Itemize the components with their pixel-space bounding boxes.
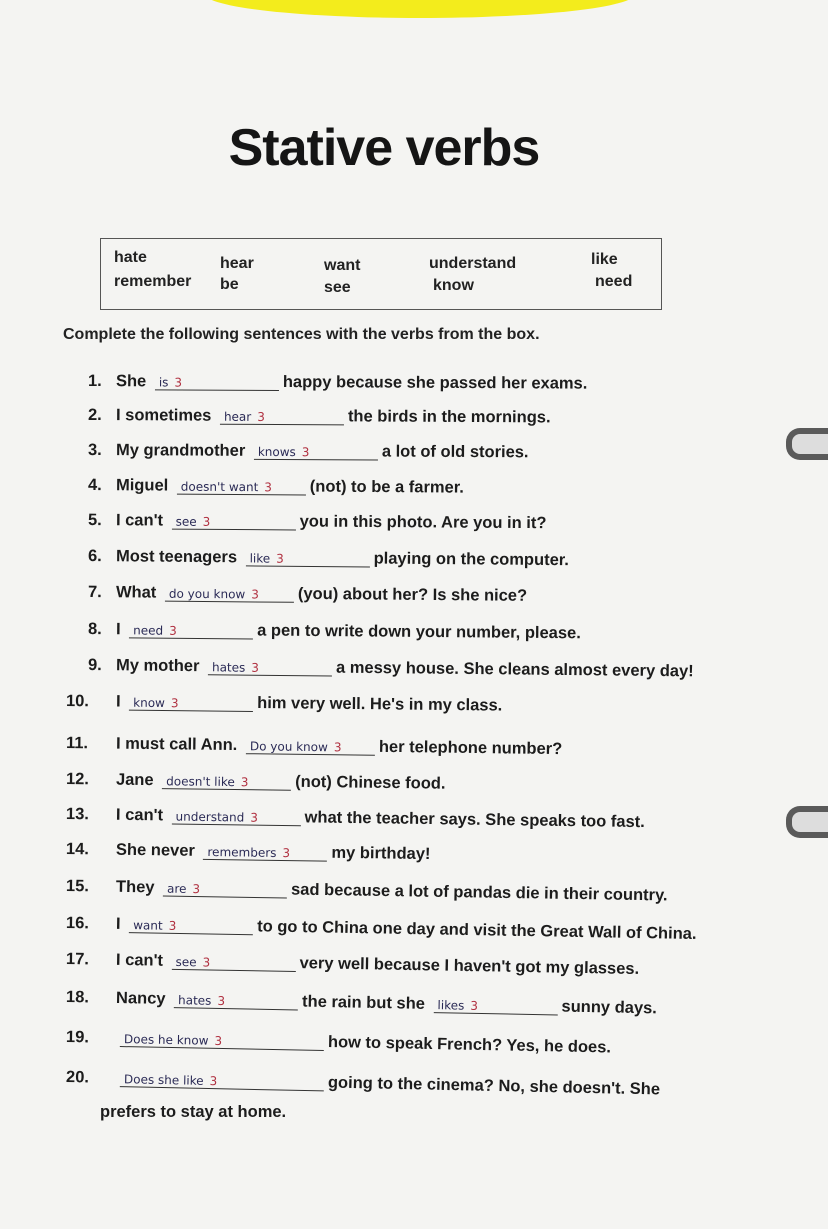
yellow-highlight xyxy=(205,0,635,18)
item-number: 2. xyxy=(87,406,102,425)
handwritten-answer: need xyxy=(133,623,164,638)
handwritten-answer: understand xyxy=(175,809,245,825)
handwritten-answer: do you know xyxy=(168,586,246,602)
answer-blank[interactable] xyxy=(163,882,287,899)
answer-blank[interactable] xyxy=(246,551,370,567)
word: understand xyxy=(429,255,517,272)
item-number: 16. xyxy=(65,914,90,933)
sentence-text: happy because she passed her exams. xyxy=(282,373,588,393)
answer-blank[interactable] xyxy=(254,445,378,461)
exercise-item xyxy=(66,988,657,1018)
sentence-text: him very well. He's in my class. xyxy=(257,694,503,715)
handwritten-answer: Does she like xyxy=(123,1072,204,1088)
sentence-text: a pen to write down your number, please. xyxy=(257,621,581,643)
sentence-text: My grandmother xyxy=(115,441,246,460)
word: hate xyxy=(114,249,147,266)
answer-blank[interactable] xyxy=(129,623,253,639)
exercise-item xyxy=(88,583,527,606)
handwritten-answer: hates xyxy=(177,993,212,1008)
teacher-mark-icon: 3 xyxy=(282,846,291,861)
sentence-text: very well because I haven't got my glasses. xyxy=(299,954,640,979)
word: like xyxy=(591,251,618,268)
teacher-mark-icon: 3 xyxy=(169,623,177,638)
item-number: 11. xyxy=(65,734,89,753)
handwritten-answer: likes xyxy=(437,998,465,1013)
instruction: Complete the following sentences with the verbs from the box. xyxy=(63,326,540,343)
teacher-mark-icon: 3 xyxy=(257,409,265,424)
teacher-mark-icon: 3 xyxy=(202,514,211,529)
handwritten-answer: Do you know xyxy=(249,739,328,755)
handwritten-answer: is xyxy=(158,375,169,390)
sentence-text: going to the cinema? No, she doesn't. She xyxy=(327,1073,661,1099)
answer-blank[interactable] xyxy=(129,696,253,712)
exercise-item xyxy=(66,1068,660,1099)
teacher-mark-icon: 3 xyxy=(168,918,177,933)
teacher-mark-icon: 3 xyxy=(174,375,183,390)
exercise-item xyxy=(66,734,562,759)
answer-blank[interactable] xyxy=(246,739,375,756)
handwritten-answer: remembers xyxy=(207,844,277,860)
binder-ring xyxy=(786,428,828,460)
exercise-item xyxy=(88,547,569,570)
item-number: 9. xyxy=(87,656,102,675)
sentence-text: Most teenagers xyxy=(115,547,238,567)
binder-ring xyxy=(786,806,828,838)
sentence-text: Jane xyxy=(115,770,154,790)
answer-blank[interactable] xyxy=(433,998,557,1015)
exercise-item xyxy=(88,656,694,681)
sentence-text: a messy house. She cleans almost every day! xyxy=(335,658,694,681)
answer-blank[interactable] xyxy=(174,993,298,1010)
handwritten-answer: like xyxy=(249,551,271,566)
word-box xyxy=(100,238,662,310)
answer-blank[interactable] xyxy=(171,809,300,826)
word: hear xyxy=(220,255,254,272)
item-number: 1. xyxy=(87,372,102,391)
handwritten-answer: hates xyxy=(211,660,246,675)
item-number: 10. xyxy=(65,692,90,711)
sentence-text: I can't xyxy=(115,511,164,530)
item-number: 15. xyxy=(65,877,90,896)
answer-blank[interactable] xyxy=(120,1072,324,1091)
sentence-text: my birthday! xyxy=(331,843,431,864)
exercise-item xyxy=(88,511,547,533)
sentence-text: how to speak French? Yes, he does. xyxy=(327,1033,612,1057)
handwritten-answer: are xyxy=(166,881,187,896)
exercise-item xyxy=(66,840,431,864)
sentence-text: I xyxy=(115,692,121,711)
word: remember xyxy=(114,273,192,290)
item-number: 19. xyxy=(65,1028,90,1047)
sentence-text: My mother xyxy=(115,656,200,676)
page-title: Stative verbs xyxy=(228,119,540,177)
item-number: 5. xyxy=(87,511,102,530)
answer-blank[interactable] xyxy=(120,1032,324,1051)
continuation-text: prefers to stay at home. xyxy=(100,1103,287,1121)
item-number: 14. xyxy=(65,840,90,859)
answer-blank[interactable] xyxy=(129,918,253,935)
exercise-item xyxy=(66,950,639,979)
sentence-text: her telephone number? xyxy=(378,737,563,759)
teacher-mark-icon: 3 xyxy=(333,740,342,755)
exercise-item xyxy=(66,805,645,832)
teacher-mark-icon: 3 xyxy=(170,696,179,711)
teacher-mark-icon: 3 xyxy=(264,480,273,495)
sentence-text: sad because a lot of pandas die in their country. xyxy=(290,880,668,905)
item-number: 17. xyxy=(65,950,90,969)
sentence-text: She xyxy=(115,372,147,391)
handwritten-answer: see xyxy=(175,954,197,970)
item-number: 18. xyxy=(65,988,90,1007)
answer-blank[interactable] xyxy=(172,515,296,531)
word: need xyxy=(595,273,633,290)
sentence-text: to go to China one day and visit the Great Wall of China. xyxy=(257,917,697,944)
exercise-item xyxy=(88,441,529,462)
sentence-text: sunny days. xyxy=(561,997,658,1018)
item-number: 4. xyxy=(87,476,102,495)
teacher-mark-icon: 3 xyxy=(192,881,201,897)
sentence-text: What xyxy=(115,583,157,602)
teacher-mark-icon: 3 xyxy=(251,660,260,675)
answer-blank[interactable] xyxy=(162,774,291,791)
handwritten-answer: doesn't want xyxy=(180,479,259,495)
sentence-text: I xyxy=(115,914,121,933)
handwritten-answer: know xyxy=(133,695,165,711)
exercise-item xyxy=(66,770,446,794)
teacher-mark-icon: 3 xyxy=(301,445,310,460)
word: want xyxy=(324,257,361,274)
sentence-text: I can't xyxy=(115,805,164,825)
item-number: 20. xyxy=(65,1068,90,1087)
item-number: 3. xyxy=(87,441,102,460)
sentence-text: you in this photo. Are you in it? xyxy=(299,512,547,533)
handwritten-answer: knows xyxy=(257,444,296,460)
item-number: 12. xyxy=(65,770,90,789)
sentence-text: Nancy xyxy=(115,988,166,1008)
exercise-item xyxy=(66,1028,611,1057)
sentence-text: (you) about her? Is she nice? xyxy=(297,584,528,605)
teacher-mark-icon: 3 xyxy=(214,1033,223,1048)
handwritten-answer: Does he know xyxy=(123,1032,209,1048)
teacher-mark-icon: 3 xyxy=(251,587,259,602)
sentence-text: a lot of old stories. xyxy=(381,442,529,462)
handwritten-answer: hear xyxy=(223,409,252,424)
sentence-text: (not) Chinese food. xyxy=(295,772,446,793)
item-number: 6. xyxy=(87,547,102,566)
handwritten-answer: want xyxy=(133,918,163,933)
item-number: 7. xyxy=(87,583,102,602)
word: know xyxy=(433,277,474,294)
sentence-text: (not) to be a farmer. xyxy=(309,477,464,497)
sentence-text: I xyxy=(115,620,121,639)
answer-blank[interactable] xyxy=(177,480,306,496)
answer-blank[interactable] xyxy=(155,375,279,391)
sentence-text: the birds in the mornings. xyxy=(347,407,551,427)
item-number: 13. xyxy=(65,805,90,824)
exercise-item xyxy=(88,372,587,394)
answer-blank[interactable] xyxy=(203,845,327,862)
sentence-text: I sometimes xyxy=(115,406,212,425)
answer-blank[interactable] xyxy=(165,587,294,603)
exercise-item xyxy=(66,914,697,944)
sentence-text: I can't xyxy=(115,950,164,970)
exercise-item xyxy=(88,406,551,427)
teacher-mark-icon: 3 xyxy=(250,810,259,825)
sentence-text: She never xyxy=(115,840,195,860)
answer-blank[interactable] xyxy=(220,410,344,426)
sentence-text: They xyxy=(115,877,155,897)
exercise-item xyxy=(66,877,668,905)
handwritten-answer: see xyxy=(175,514,197,529)
teacher-mark-icon: 3 xyxy=(217,993,226,1009)
exercise-item xyxy=(66,692,503,716)
word: be xyxy=(220,276,239,293)
handwritten-answer: doesn't like xyxy=(166,774,235,790)
teacher-mark-icon: 3 xyxy=(276,551,284,566)
sentence-text: Miguel xyxy=(115,476,169,495)
teacher-mark-icon: 3 xyxy=(470,998,479,1013)
teacher-mark-icon: 3 xyxy=(240,775,249,790)
word: see xyxy=(324,279,351,296)
sentence-text: what the teacher says. She speaks too fast. xyxy=(304,808,645,832)
exercise-item xyxy=(88,476,464,498)
sentence-text: the rain but she xyxy=(301,992,426,1013)
item-number: 8. xyxy=(87,620,102,639)
teacher-mark-icon: 3 xyxy=(202,955,211,970)
answer-blank[interactable] xyxy=(171,955,295,972)
sentence-text: I must call Ann. xyxy=(115,734,238,755)
teacher-mark-icon: 3 xyxy=(209,1074,218,1089)
exercise-item xyxy=(88,620,581,643)
sentence-text: playing on the computer. xyxy=(373,549,569,570)
answer-blank[interactable] xyxy=(208,660,332,676)
